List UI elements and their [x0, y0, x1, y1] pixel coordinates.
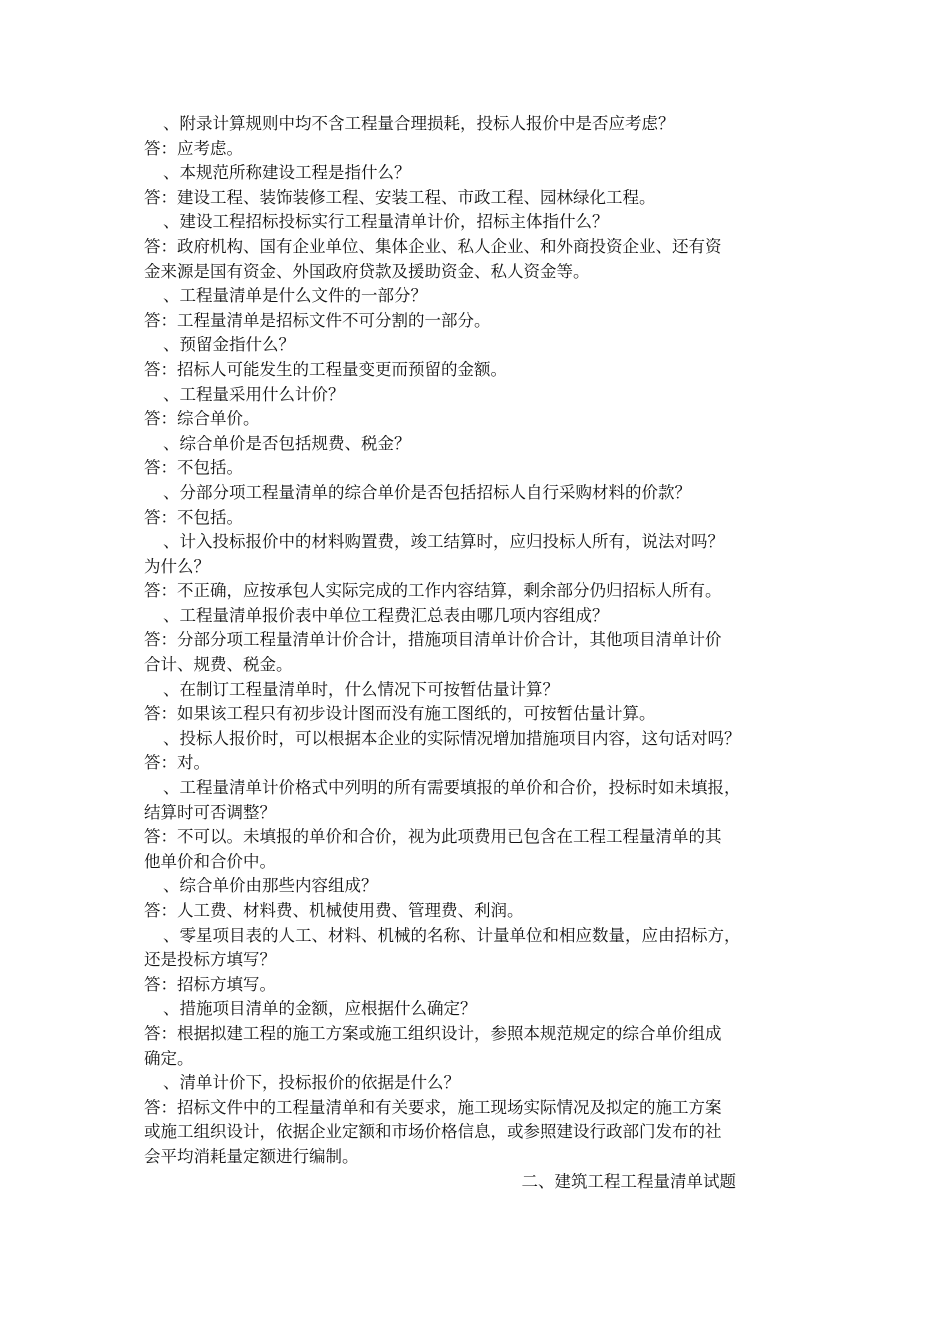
answer-line: 答：应考虑。 — [144, 138, 243, 158]
question-line: 、附录计算规则中均不含工程量合理损耗，投标人报价中是否应考虑？ — [163, 114, 675, 133]
question-line: 、措施项目清单的金额，应根据什么确定？ — [163, 999, 477, 1019]
answer-line: 或施工组织设计，依据企业定额和市场价格信息，或参照建设行政部门发布的社 — [144, 1122, 722, 1142]
question-line: 、计入投标报价中的材料购置费，竣工结算时，应归投标人所有，说法对吗？ — [163, 532, 724, 552]
answer-line: 答：招标文件中的工程量清单和有关要求，施工现场实际情况及拟定的施工方案 — [144, 1097, 722, 1117]
answer-line: 答：不可以。未填报的单价和合价，视为此项费用已包含在工程工程量清单的其 — [144, 827, 722, 847]
question-line: 、预留金指什么？ — [163, 335, 295, 355]
question-line: 、投标人报价时，可以根据本企业的实际情况增加措施项目内容，这句话对吗？ — [163, 728, 741, 748]
answer-line: 答：人工费、材料费、机械使用费、管理费、利润。 — [144, 901, 524, 920]
question-line: 、分部分项工程量清单的综合单价是否包括招标人自行采购材料的价款？ — [163, 482, 691, 502]
answer-line: 答：工程量清单是招标文件不可分割的一部分。 — [144, 310, 491, 330]
question-line: 、工程量采用什么计价？ — [163, 384, 345, 404]
answer-line: 答：不包括。 — [144, 458, 243, 478]
answer-line: 为什么？ — [144, 556, 210, 576]
question-line: 、在制订工程量清单时，什么情况下可按暂估量计算？ — [163, 679, 559, 699]
answer-line: 确定。 — [144, 1048, 194, 1068]
answer-line: 答：综合单价。 — [144, 409, 260, 429]
question-line: 、综合单价是否包括规费、税金？ — [163, 433, 411, 453]
question-line: 、综合单价由那些内容组成？ — [163, 876, 378, 896]
question-line: 、工程量清单计价格式中列明的所有需要填报的单价和合价，投标时如未填报， — [163, 778, 741, 798]
question-line: 、工程量清单是什么文件的一部分？ — [163, 286, 427, 306]
answer-line: 他单价和合价中。 — [144, 851, 276, 871]
section-heading: 二、建筑工程工程量清单试题 — [521, 1171, 736, 1191]
question-line: 、工程量清单报价表中单位工程费汇总表由哪几项内容组成？ — [163, 605, 609, 625]
answer-line: 金来源是国有资金、外国政府贷款及援助资金、私人资金等。 — [144, 261, 590, 281]
answer-line: 结算时可否调整？ — [144, 802, 276, 822]
document-body — [144, 112, 810, 1194]
answer-line: 答：根据拟建工程的施工方案或施工组织设计，参照本规范规定的综合单价组成 — [144, 1023, 722, 1043]
question-line: 、清单计价下，投标报价的依据是什么？ — [163, 1073, 460, 1093]
answer-line: 答：不正确，应按承包人实际完成的工作内容结算，剩余部分仍归招标人所有。 — [144, 581, 722, 601]
question-line: 、本规范所称建设工程是指什么？ — [163, 163, 411, 183]
answer-line: 会平均消耗量定额进行编制。 — [144, 1146, 359, 1166]
answer-line: 答：招标人可能发生的工程量变更而预留的金额。 — [144, 359, 507, 379]
answer-line: 合计、规费、税金。 — [144, 655, 293, 675]
answer-line: 答：招标方填写。 — [144, 974, 276, 994]
answer-line: 答：对。 — [144, 753, 210, 773]
question-line: 、建设工程招标投标实行工程量清单计价，招标主体指什么？ — [163, 212, 609, 232]
answer-line: 答：分部分项工程量清单计价合计，措施项目清单计价合计，其他项目清单计价 — [144, 630, 722, 650]
question-line: 、零星项目表的人工、材料、机械的名称、计量单位和相应数量，应由招标方， — [163, 925, 741, 945]
answer-line: 答：如果该工程只有初步设计图而没有施工图纸的，可按暂估量计算。 — [144, 704, 656, 724]
answer-line: 答：建设工程、装饰装修工程、安装工程、市政工程、园林绿化工程。 — [144, 187, 656, 207]
answer-line: 还是投标方填写？ — [144, 950, 276, 970]
answer-line: 答：政府机构、国有企业单位、集体企业、私人企业、和外商投资企业、还有资 — [144, 236, 722, 256]
answer-line: 答：不包括。 — [144, 507, 243, 527]
